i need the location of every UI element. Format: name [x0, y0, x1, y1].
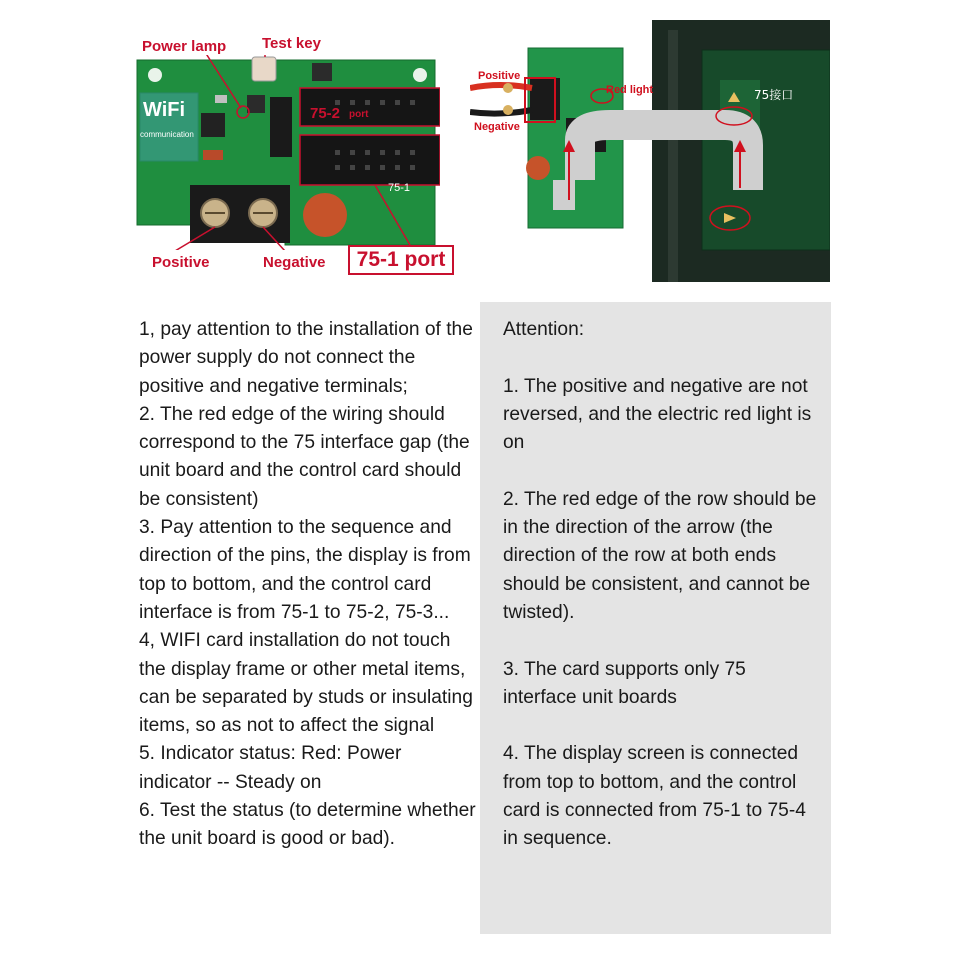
- attention-heading: Attention:: [503, 319, 585, 340]
- note-5: 5. Indicator status: Red: Power indicator -- Steady on: [139, 743, 402, 793]
- control-card-illustration: [135, 55, 440, 250]
- port-75-2-sub-label: port: [349, 109, 369, 120]
- red-light-label: Red light: [606, 84, 654, 96]
- negative-label: Negative: [263, 254, 326, 271]
- positive-label: Positive: [152, 254, 210, 271]
- control-card-photo: [135, 55, 440, 250]
- attention-item-4: 4. The display screen is connected from top to bottom, and the control card is connected from 75-1 to 75-4 in sequence.: [503, 743, 806, 850]
- right-positive-label: Positive: [478, 70, 521, 82]
- note-1: 1, pay attention to the installation of the power supply do not connect the positive and negative terminals;: [139, 319, 473, 397]
- note-3: 3. Pay attention to the sequence and direction of the pins, the display is from top to bottom, and the control card interface is from 75-1 to 75-2, 75-3...: [139, 517, 471, 623]
- wifi-label: WiFi: [143, 99, 186, 121]
- port-75-2-label: 75-2: [310, 105, 341, 122]
- interface-label: 75接口: [754, 88, 794, 102]
- note-6: 6. Test the status (to determine whether the unit board is good or bad).: [139, 800, 476, 850]
- right-negative-label: Negative: [474, 121, 520, 133]
- attention-item-1: 1. The positive and negative are not reversed, and the electric red light is on: [503, 375, 812, 454]
- power-lamp-label: Power lamp: [142, 38, 227, 55]
- attention-notes: [503, 316, 823, 854]
- port-75-1-label: 75-1 port: [348, 245, 454, 275]
- note-4: 4, WIFI card installation do not touch the display frame or other metal items, can be separated by studs or insulating items, so as not to affect the signal: [139, 630, 473, 737]
- board-mark-75-1: 75-1: [388, 182, 411, 194]
- test-key-label: Test key: [262, 35, 321, 52]
- wifi-sub-label: communication: [140, 130, 194, 139]
- attention-item-2: 2. The red edge of the row should be in the direction of the arrow (the direction of the row at both ends should be consistent, and cannot be twisted).: [503, 488, 817, 623]
- connection-photo: [470, 20, 830, 282]
- installation-notes: [139, 316, 479, 854]
- note-2: 2. The red edge of the wiring should correspond to the 75 interface gap (the unit board and the control card should be consistent): [139, 403, 470, 510]
- attention-item-3: 3. The card supports only 75 interface unit boards: [503, 658, 746, 708]
- connection-illustration: [470, 20, 830, 282]
